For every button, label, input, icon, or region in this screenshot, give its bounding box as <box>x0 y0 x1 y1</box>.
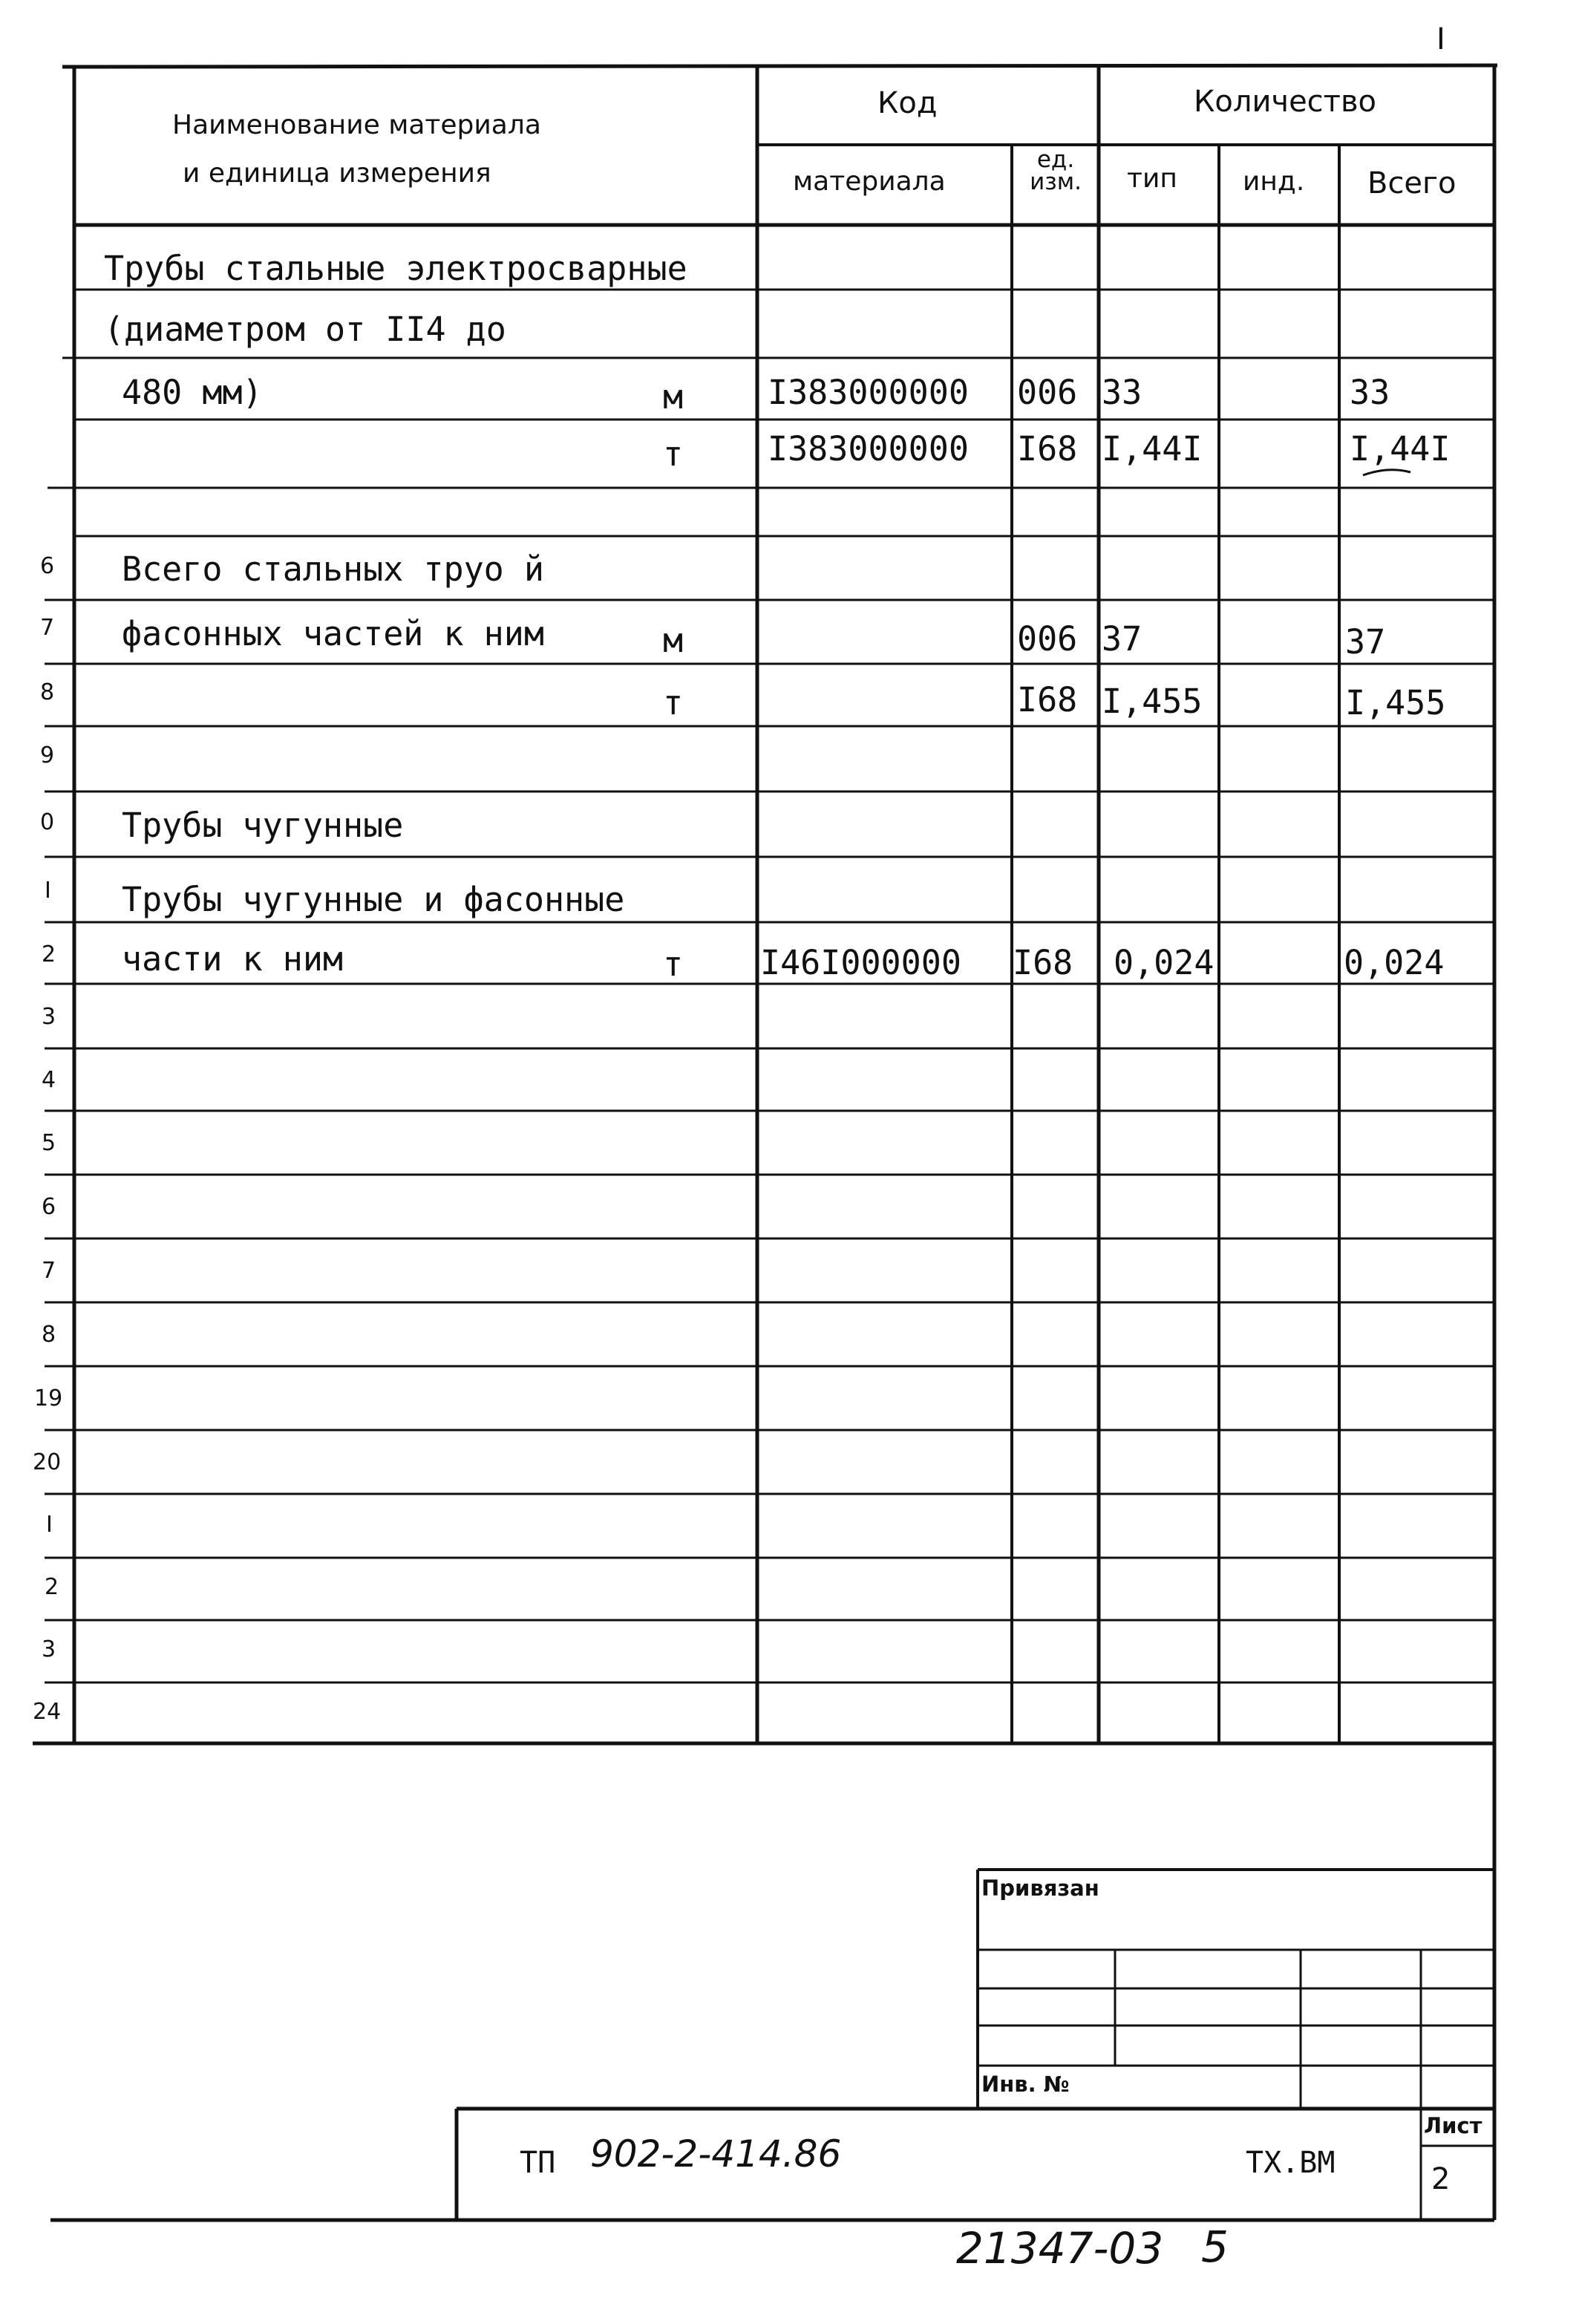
attached-label: Привязан <box>981 1876 1099 1901</box>
row-unit: м <box>663 621 684 660</box>
row-code: I383000000 <box>768 373 969 412</box>
row-number: 19 <box>34 1385 63 1411</box>
row-number: 2 <box>42 941 56 967</box>
row-number: 3 <box>42 1004 56 1030</box>
sheet-label: Лист <box>1424 2113 1482 2138</box>
row-code: I383000000 <box>768 429 969 469</box>
row-number: 20 <box>33 1449 62 1475</box>
header-quantity: Количество <box>1194 85 1377 119</box>
row-unit: т <box>663 683 684 722</box>
header-qty-total: Всего <box>1367 166 1457 200</box>
row-name: Трубы чугунные <box>122 806 404 845</box>
row-name: Всего стальных труо й <box>122 549 544 589</box>
row-qty-total: 33 <box>1350 373 1390 412</box>
row-name: Трубы стальные электросварные <box>104 249 687 288</box>
row-qty-type: I,44I <box>1102 429 1203 469</box>
row-name: (диаметром от II4 до <box>104 310 506 349</box>
header-code-material: материала <box>793 166 946 197</box>
row-name: 480 мм) <box>122 373 263 412</box>
doc-number: 902-2-414.86 <box>590 2132 842 2176</box>
row-name: Трубы чугунные и фасонные <box>122 880 625 919</box>
row-unit: м <box>663 377 684 417</box>
row-unit-code: I68 <box>1013 943 1073 982</box>
row-number: 0 <box>40 809 55 835</box>
row-number: 2 <box>45 1574 59 1600</box>
doc-suffix: ТХ.ВМ <box>1246 2146 1336 2180</box>
row-qty-type: I,455 <box>1102 682 1203 721</box>
row-name: части к ним <box>122 939 344 979</box>
row-unit: т <box>663 434 684 474</box>
doc-prefix: ТП <box>520 2146 556 2180</box>
row-number: 6 <box>40 553 55 579</box>
sheet-number: 2 <box>1431 2162 1451 2196</box>
row-unit: т <box>663 944 684 984</box>
corner-mark: I <box>1436 22 1445 56</box>
row-number: 3 <box>42 1636 56 1662</box>
row-name: фасонных частей к ним <box>122 614 544 653</box>
header-name-line1: Наименование материала <box>172 110 541 140</box>
row-number: 5 <box>42 1130 56 1156</box>
header-code-unit: ед. изм. <box>1030 146 1082 195</box>
inventory-number-label: Инв. № <box>981 2072 1070 2097</box>
header-qty-ind: инд. <box>1243 166 1305 197</box>
row-qty-type: 0,024 <box>1114 943 1215 982</box>
row-unit-code: 006 <box>1017 373 1078 412</box>
row-number: I <box>46 1512 53 1538</box>
row-number: 24 <box>33 1699 62 1725</box>
footer-page-mark: 5 <box>1201 2222 1229 2272</box>
row-number: 7 <box>42 1258 56 1284</box>
header-name-line2: и единица измерения <box>183 158 491 189</box>
row-qty-type: 33 <box>1102 373 1142 412</box>
row-number: 4 <box>42 1067 56 1093</box>
row-qty-total: 0,024 <box>1344 943 1445 982</box>
row-unit-code: I68 <box>1017 680 1078 719</box>
header-code: Код <box>877 86 938 120</box>
row-qty-total: I,44I <box>1350 429 1451 469</box>
row-qty-type: 37 <box>1102 619 1142 659</box>
footer-stamp: 21347-03 <box>956 2223 1164 2274</box>
row-number: 6 <box>42 1194 56 1220</box>
row-code: I46I000000 <box>760 943 961 982</box>
row-number: 8 <box>40 679 55 705</box>
row-unit-code: 006 <box>1017 619 1078 659</box>
row-qty-total: 37 <box>1345 622 1386 662</box>
row-number: I <box>45 878 51 904</box>
row-number: 8 <box>42 1322 56 1348</box>
header-qty-type: тип <box>1127 163 1177 194</box>
row-number: 9 <box>40 742 55 768</box>
row-number: 7 <box>40 615 55 641</box>
row-unit-code: I68 <box>1017 429 1078 469</box>
row-qty-total: I,455 <box>1345 683 1446 722</box>
